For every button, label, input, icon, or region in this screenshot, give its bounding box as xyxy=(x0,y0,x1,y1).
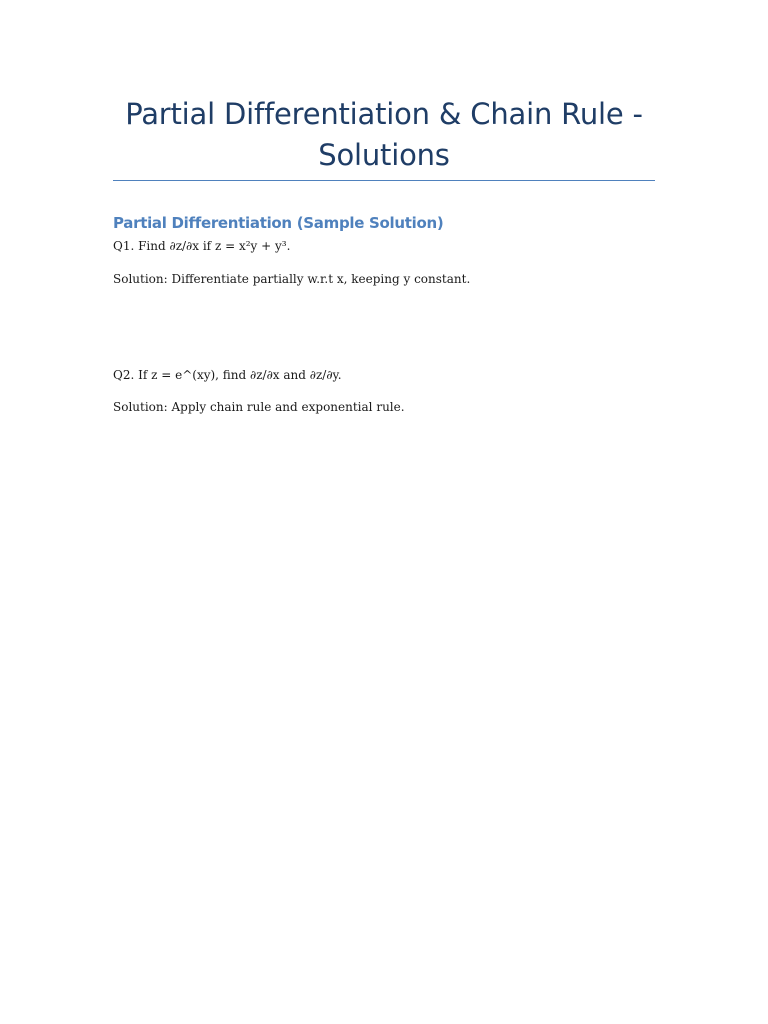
question-1: Q1. Find ∂z/∂x if z = x²y + y³. xyxy=(113,239,291,253)
solution-1: Solution: Differentiate partially w.r.t x, keeping y constant. xyxy=(113,272,471,286)
title-divider xyxy=(113,180,655,181)
section-heading: Partial Differentiation (Sample Solution) xyxy=(113,214,444,232)
document-title: Partial Differentiation & Chain Rule - Solutions xyxy=(125,97,643,172)
question-2: Q2. If z = e^(xy), find ∂z/∂x and ∂z/∂y. xyxy=(113,368,342,382)
solution-2: Solution: Apply chain rule and exponential rule. xyxy=(113,400,405,414)
